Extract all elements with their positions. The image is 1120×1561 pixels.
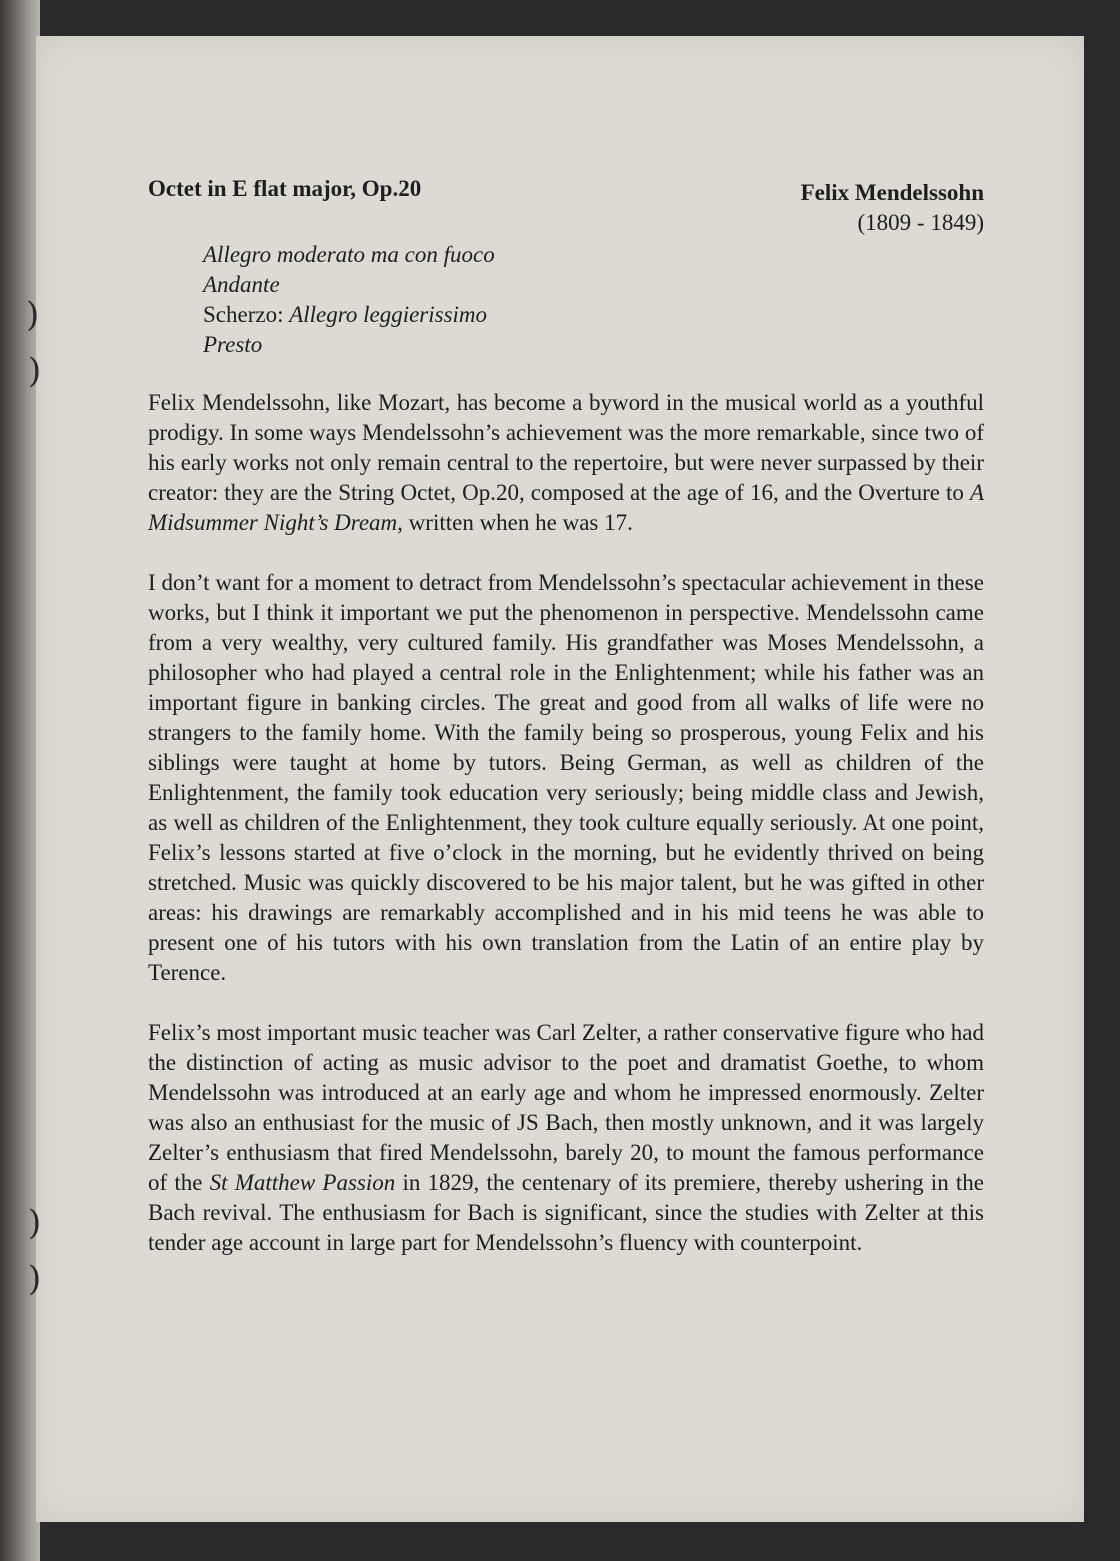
binding-shadow xyxy=(0,0,40,1561)
movement-item xyxy=(203,330,984,360)
movement-title: Presto xyxy=(203,332,263,357)
paragraph-text: Felix’s most important music teacher was Carl Zelter, a rather conservative figure who had the distinction of acting as music advisor to the poet and dramatist Goethe, to whom Mendelssohn was introduced at an early age and whom he impressed enormously. Zelter was also an enthusiast for the music of JS Bach, then mostly unknown, and it was largely Zelter’s enthusiasm that fired Mendelssohn, barely 20, to mount the famous performance of the xyxy=(148,1020,984,1195)
composer-block xyxy=(801,178,984,238)
work-reference: A Midsummer Night’s Dream xyxy=(148,480,984,535)
paragraph-text: I don’t want for a moment to detract from Mendelssohn’s spectacular achievement in these works, but I think it important we put the phenomenon in perspective. Mendelssohn came from a very wealthy, very cultured family. His grandfather was Moses Mendelssohn, a philosopher who had played a central role in the Enlightenment; while his father was an important figure in banking circles. The great and good from all walks of life were no strangers to the family home. With the family being so prosperous, young Felix and his siblings were taught at home by tutors. Being German, as well as children of the Enlightenment, the family took education very seriously; being middle class and Jewish, as well as children of the Enlightenment, they took culture equally seriously. At one point, Felix’s lessons started at five o’clock in the morning, but he evidently thrived on being stretched. Music was quickly discovered to be his major talent, but he was gifted in other areas: his drawings are remarkably accomplished and in his mid teens he was able to present one of his tutors with his own translation from the Latin of an entire play by Terence. xyxy=(148,570,984,985)
movement-title: Andante xyxy=(203,272,280,297)
binding-stitch-mark: ) xyxy=(28,1259,42,1299)
binding-stitch-mark: ) xyxy=(26,295,40,335)
movement-title: Allegro leggierissimo xyxy=(289,302,488,327)
movement-title: Allegro moderato ma con fuoco xyxy=(203,242,495,267)
paragraph-text: Felix Mendelssohn, like Mozart, has become a byword in the musical world as a youthful prodigy. In some ways Mendelssohn’s achievement was the more remarkable, since two of his early works not only remain central to the repertoire, but were never surpassed by their creator: they are the String Octet, Op.20, composed at the age of 16, and the Overture to xyxy=(148,390,984,505)
binding-stitch-mark: ) xyxy=(28,1203,42,1243)
binding-stitch-mark: ) xyxy=(28,351,42,391)
programme-note xyxy=(148,176,984,1258)
composer-name: Felix Mendelssohn xyxy=(800,180,984,205)
movement-item xyxy=(203,240,984,270)
composer-dates: (1809 - 1849) xyxy=(857,210,984,235)
paragraph-text: in 1829, the centenary of its premiere, thereby ushering in the Bach revival. The enthusiasm for Bach is significant, since the studies with Zelter at this tender age account in large part for Mendelssohn’s fluency with counterpoint. xyxy=(148,1170,984,1255)
page xyxy=(26,36,1084,1522)
header xyxy=(148,176,984,240)
movement-item xyxy=(203,300,984,330)
body-paragraph xyxy=(148,568,984,988)
body-paragraph xyxy=(148,388,984,538)
paragraph-text: , written when he was 17. xyxy=(397,510,633,535)
movement-prefix: Scherzo: xyxy=(203,302,290,327)
body-paragraph xyxy=(148,1018,984,1258)
movement-item xyxy=(203,270,984,300)
movement-list xyxy=(203,240,984,360)
work-reference: St Matthew Passion xyxy=(209,1170,396,1195)
work-title: Octet in E flat major, Op.20 xyxy=(148,176,422,201)
